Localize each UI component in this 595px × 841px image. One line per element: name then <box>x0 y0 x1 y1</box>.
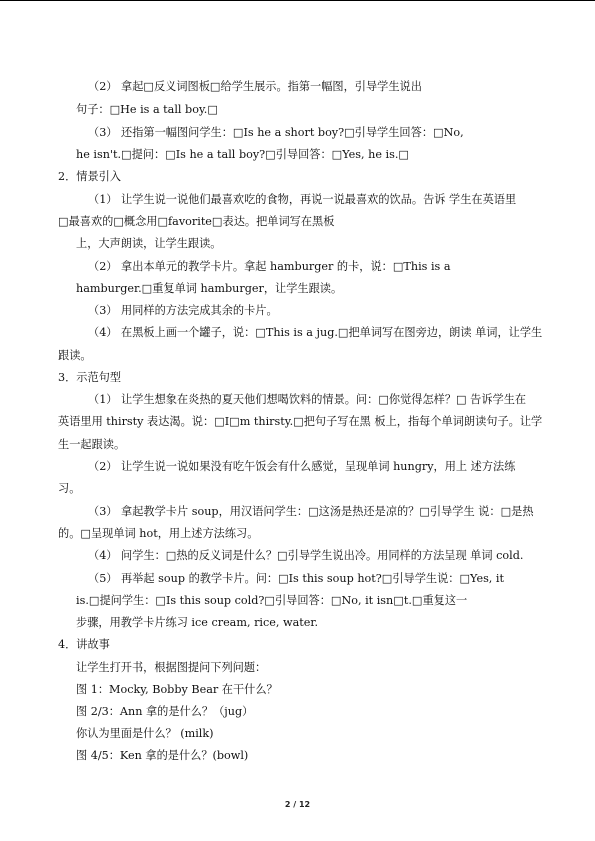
section-heading: 2．情景引入 <box>58 170 122 183</box>
text-line: is.□提问学生：□Is this soup cold?□引导回答：□No, it isn□t.□重复这一 <box>76 594 468 607</box>
text-line: he isn't.□提问：□Is he a tall boy?□引导回答：□Yes, he is.□ <box>76 148 409 161</box>
text-line: 上，大声朗读，让学生跟读。 <box>76 237 222 250</box>
text-line: hamburger.□重复单词 hamburger，让学生跟读。 <box>76 282 343 295</box>
text-line: 让学生打开书，根据图提问下列问题： <box>76 661 267 674</box>
text-line: （4） 问学生：□热的反义词是什么？□引导学生说出冷。用同样的方法呈现 单词 cold. <box>88 549 524 562</box>
text-line: □最喜欢的□概念用□favorite□表达。把单词写在黑板 <box>58 215 335 228</box>
text-line: （3） 拿起教学卡片 soup，用汉语问学生：□这汤是热还是凉的？□引导学生 说：□是热 <box>88 505 534 518</box>
text-line: 句子：□He is a tall boy.□ <box>76 103 218 116</box>
page-number: 2 / 12 <box>284 800 311 809</box>
text-line: （2） 让学生说一说如果没有吃午饭会有什么感觉，呈现单词 hungry，用上 述方法练 <box>88 460 516 473</box>
section-heading: 4．讲故事 <box>58 638 110 651</box>
text-line: 习。 <box>58 482 81 495</box>
text-line: 图 4/5：Ken 拿的是什么？(bowl) <box>76 749 249 762</box>
text-line: 生一起跟读。 <box>58 438 126 451</box>
text-line: 英语里用 thirsty 表达渴。说：□I□m thirsty.□把句子写在黑 板上，指每个单词朗读句子。让学 <box>58 415 543 428</box>
text-line: （1） 让学生说一说他们最喜欢吃的食物，再说一说最喜欢的饮品。告诉 学生在英语里 <box>88 193 517 206</box>
text-line: 图 2/3：Ann 拿的是什么？（jug） <box>76 705 254 718</box>
text-line: 步骤，用教学卡片练习 ice cream, rice, water. <box>76 616 319 629</box>
text-line: （4） 在黑板上画一个罐子，说：□This is a jug.□把单词写在图旁边，朗读 单词，让学生 <box>88 326 543 339</box>
text-line: （2） 拿起□反义词图板□给学生展示。指第一幅图，引导学生说出 <box>88 80 422 93</box>
text-line: （2） 拿出本单元的教学卡片。拿起 hamburger 的卡，说：□This is a <box>88 260 451 273</box>
text-line: （3） 用同样的方法完成其余的卡片。 <box>88 304 278 317</box>
text-line: 图 1：Mocky, Bobby Bear 在干什么？ <box>76 683 278 696</box>
text-line: （1） 让学生想象在炎热的夏天他们想喝饮料的情景。问：□你觉得怎样？□ 告诉学生在 <box>88 393 527 406</box>
text-line: 跟读。 <box>58 349 92 362</box>
text-line: （3） 还指第一幅图问学生：□Is he a short boy?□引导学生回答：□No, <box>88 126 464 139</box>
text-line: （5） 再举起 soup 的教学卡片。问：□Is this soup hot?□引导学生说：□Yes, it <box>88 572 504 585</box>
top-border-line <box>0 0 595 1</box>
text-line: 的。□呈现单词 hot，用上述方法练习。 <box>58 527 259 540</box>
text-line: 你认为里面是什么？ (milk) <box>76 727 214 740</box>
section-heading: 3．示范句型 <box>58 371 122 384</box>
